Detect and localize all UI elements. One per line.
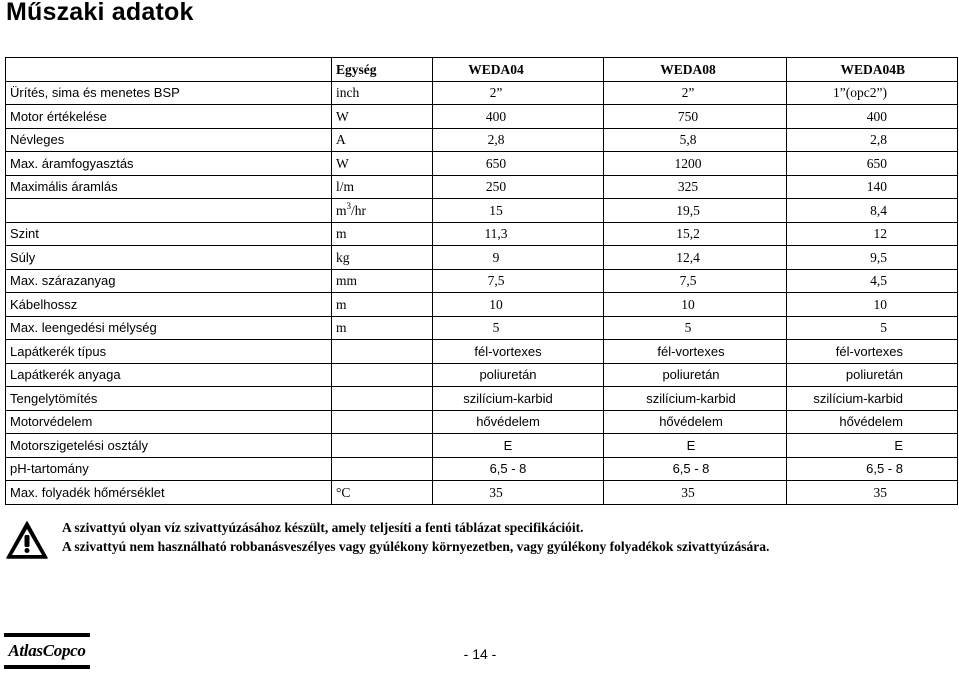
atlas-copco-logo xyxy=(4,633,90,671)
row-value-model-1: 400 xyxy=(433,105,604,129)
row-value-model-3: poliuretán xyxy=(787,363,958,387)
row-value-model-2: 750 xyxy=(604,105,787,129)
row-value-model-1: 650 xyxy=(433,152,604,176)
row-value-model-3: szilícium-karbid xyxy=(787,387,958,411)
row-name: Motorvédelem xyxy=(6,410,332,434)
row-value-model-1: fél-vortexes xyxy=(433,340,604,364)
row-name: Névleges xyxy=(6,128,332,152)
row-name: Súly xyxy=(6,246,332,270)
row-value-model-1: hővédelem xyxy=(433,410,604,434)
row-value-model-2: 325 xyxy=(604,175,787,199)
row-value-model-1: 2,8 xyxy=(433,128,604,152)
row-value-model-1: 10 xyxy=(433,293,604,317)
row-value-model-2: 1200 xyxy=(604,152,787,176)
row-name: pH-tartomány xyxy=(6,457,332,481)
row-value-model-1: poliuretán xyxy=(433,363,604,387)
row-unit xyxy=(332,434,433,458)
header-name xyxy=(6,58,332,82)
warning-notice xyxy=(6,518,956,568)
logo-bar-bottom xyxy=(4,665,90,669)
row-value-model-2: 19,5 xyxy=(604,199,787,223)
row-unit: W xyxy=(332,152,433,176)
row-name: Max. szárazanyag xyxy=(6,269,332,293)
row-value-model-3: 9,5 xyxy=(787,246,958,270)
table-row xyxy=(6,128,958,152)
page-title: Műszaki adatok xyxy=(6,0,194,26)
row-value-model-2: E xyxy=(604,434,787,458)
row-unit xyxy=(332,340,433,364)
row-name: Max. leengedési mélység xyxy=(6,316,332,340)
row-value-model-3: 400 xyxy=(787,105,958,129)
logo-bar-top xyxy=(4,633,90,637)
warning-triangle-icon xyxy=(6,521,48,559)
row-value-model-3: 5 xyxy=(787,316,958,340)
row-value-model-3: 35 xyxy=(787,481,958,505)
row-unit: °C xyxy=(332,481,433,505)
row-name: Motorszigetelési osztály xyxy=(6,434,332,458)
row-name: Kábelhossz xyxy=(6,293,332,317)
table-row xyxy=(6,105,958,129)
row-value-model-3: 12 xyxy=(787,222,958,246)
row-unit: inch xyxy=(332,81,433,105)
row-unit xyxy=(332,457,433,481)
row-value-model-1: 6,5 - 8 xyxy=(433,457,604,481)
row-unit: m xyxy=(332,222,433,246)
row-value-model-2: hővédelem xyxy=(604,410,787,434)
table-row xyxy=(6,175,958,199)
row-value-model-2: 2” xyxy=(604,81,787,105)
spec-table xyxy=(5,57,958,505)
row-name: Max. folyadék hőmérséklet xyxy=(6,481,332,505)
row-unit xyxy=(332,363,433,387)
row-value-model-2: poliuretán xyxy=(604,363,787,387)
row-unit: A xyxy=(332,128,433,152)
header-unit: Egység xyxy=(332,58,433,82)
row-value-model-3: 2,8 xyxy=(787,128,958,152)
row-name: Maximális áramlás xyxy=(6,175,332,199)
row-value-model-1: E xyxy=(433,434,604,458)
table-row xyxy=(6,363,958,387)
table-row xyxy=(6,246,958,270)
row-value-model-2: 7,5 xyxy=(604,269,787,293)
row-value-model-1: 35 xyxy=(433,481,604,505)
row-name: Ürítés, sima és menetes BSP xyxy=(6,81,332,105)
row-value-model-1: szilícium-karbid xyxy=(433,387,604,411)
row-unit xyxy=(332,410,433,434)
unit-rest: /hr xyxy=(351,202,367,218)
table-row xyxy=(6,199,958,223)
table-row xyxy=(6,340,958,364)
header-model-3: WEDA04B xyxy=(787,58,958,82)
table-row xyxy=(6,410,958,434)
row-value-model-3: 8,4 xyxy=(787,199,958,223)
row-value-model-2: 5,8 xyxy=(604,128,787,152)
header-model-2: WEDA08 xyxy=(604,58,787,82)
row-unit: kg xyxy=(332,246,433,270)
row-value-model-3: 1”(opc2”) xyxy=(787,81,958,105)
row-name: Motor értékelése xyxy=(6,105,332,129)
row-value-model-1: 5 xyxy=(433,316,604,340)
row-name: Lapátkerék típus xyxy=(6,340,332,364)
row-value-model-2: 10 xyxy=(604,293,787,317)
row-name: Max. áramfogyasztás xyxy=(6,152,332,176)
table-row xyxy=(6,222,958,246)
row-value-model-3: 6,5 - 8 xyxy=(787,457,958,481)
table-row xyxy=(6,481,958,505)
unit-base: m xyxy=(336,202,347,218)
row-value-model-2: 15,2 xyxy=(604,222,787,246)
row-value-model-3: hővédelem xyxy=(787,410,958,434)
row-value-model-3: E xyxy=(787,434,958,458)
row-name: Tengelytömítés xyxy=(6,387,332,411)
table-row xyxy=(6,316,958,340)
logo-text: AtlasCopco xyxy=(8,641,86,660)
row-value-model-2: szilícium-karbid xyxy=(604,387,787,411)
row-unit xyxy=(332,199,433,223)
row-value-model-3: 650 xyxy=(787,152,958,176)
table-header-row xyxy=(6,58,958,82)
row-value-model-2: fél-vortexes xyxy=(604,340,787,364)
page-number: - 14 - xyxy=(463,646,497,662)
table-row xyxy=(6,152,958,176)
row-name: Szint xyxy=(6,222,332,246)
row-value-model-1: 2” xyxy=(433,81,604,105)
row-value-model-1: 9 xyxy=(433,246,604,270)
row-value-model-1: 7,5 xyxy=(433,269,604,293)
unit-superscript: 3 xyxy=(346,200,352,211)
table-row xyxy=(6,387,958,411)
row-value-model-3: 140 xyxy=(787,175,958,199)
row-unit: m xyxy=(332,293,433,317)
row-value-model-3: 10 xyxy=(787,293,958,317)
row-unit xyxy=(332,387,433,411)
warning-line-2: A szivattyú nem használható robbanásveszélyes vagy gyúlékony környezetben, vagy gyúlékony folyadékok szivattyúzására. xyxy=(62,539,770,554)
row-value-model-2: 12,4 xyxy=(604,246,787,270)
table-row xyxy=(6,293,958,317)
row-value-model-1: 11,3 xyxy=(433,222,604,246)
header-model-1: WEDA04 xyxy=(433,58,604,82)
row-value-model-3: fél-vortexes xyxy=(787,340,958,364)
row-value-model-3: 4,5 xyxy=(787,269,958,293)
warning-line-1: A szivattyú olyan víz szivattyúzásához készült, amely teljesíti a fenti táblázat specifikációit. xyxy=(62,520,584,535)
table-row xyxy=(6,269,958,293)
row-name: Lapátkerék anyaga xyxy=(6,363,332,387)
row-name xyxy=(6,199,332,223)
table-row xyxy=(6,434,958,458)
table-row xyxy=(6,81,958,105)
row-unit: mm xyxy=(332,269,433,293)
row-value-model-1: 250 xyxy=(433,175,604,199)
row-unit: m xyxy=(332,316,433,340)
row-value-model-2: 35 xyxy=(604,481,787,505)
row-unit: W xyxy=(332,105,433,129)
row-unit: l/m xyxy=(332,175,433,199)
table-row xyxy=(6,457,958,481)
row-value-model-2: 5 xyxy=(604,316,787,340)
row-value-model-2: 6,5 - 8 xyxy=(604,457,787,481)
row-value-model-1: 15 xyxy=(433,199,604,223)
